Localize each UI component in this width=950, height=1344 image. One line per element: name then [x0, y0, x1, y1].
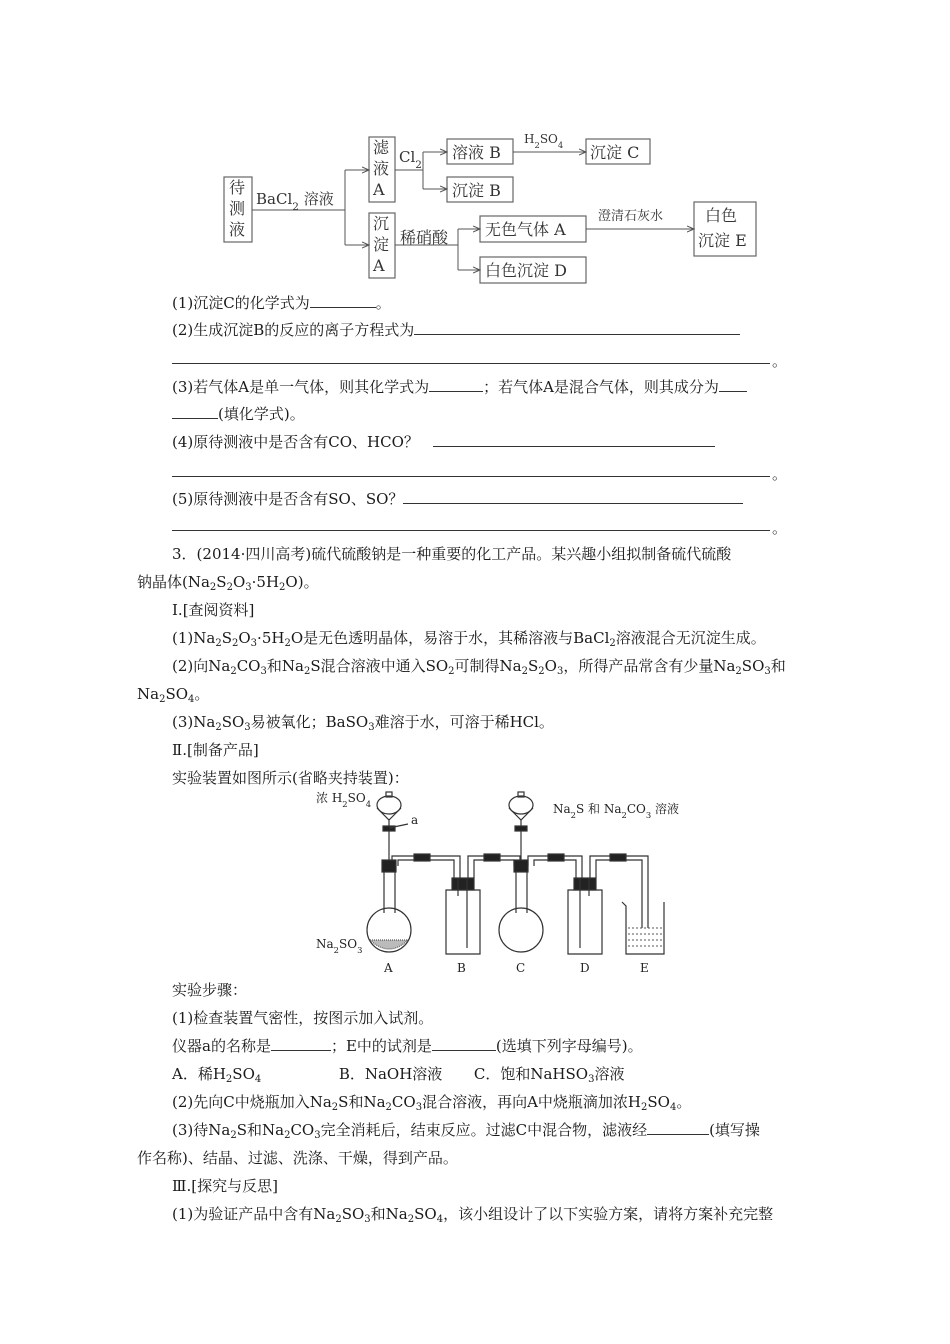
section-2-title: Ⅱ.[制备产品]: [172, 741, 259, 759]
label-reagent1: BaCl$_2$ 溶液: [256, 190, 334, 213]
q2: (2)生成沉淀B的反应的离子方程式为: [172, 320, 740, 340]
reference-2: (2)向$Na_2CO_3$和$Na_2S$混合溶液中通入$SO_2$可制得$Na_2S_2O_3$，所得产品常含有少量$Na_2SO_3$和: [172, 657, 786, 677]
flowchart: [0, 0, 950, 290]
setup-caption: 实验装置如图所示(省略夹持装置)：: [172, 769, 409, 787]
bottle-b: [446, 890, 480, 954]
reference-3: $(3)Na_2SO_3$易被氧化；BaSO$_3$难溶于水，可溶于稀HCl。: [172, 713, 554, 733]
label-limewater: 澄清石灰水: [598, 209, 664, 224]
label-precipitate-e-1: 白色: [705, 206, 738, 225]
step-3-cont: 作名称)、结晶、过滤、洗涤、干燥，得到产品。: [137, 1149, 458, 1167]
step-2: (2)先向C中烧瓶加入$Na_2S$和$Na_2CO_3$混合溶液，再向A中烧瓶滴加浓$H_2SO_4$。: [172, 1093, 692, 1113]
q5: (5)原待测液中是否含有SO、SO？: [172, 489, 743, 509]
label-precipitate-b: 沉淀 B: [452, 181, 501, 200]
label-flask-c: C: [516, 961, 526, 975]
reference-1: $(1)Na_2S_2O_3\cdot 5H_2O$是无色透明晶体，易溶于水，其稀溶液与BaCl$_2$溶液混合无沉淀生成。: [172, 629, 766, 649]
period: 。: [772, 519, 788, 537]
label-precipitate-c: 沉淀 C: [590, 143, 640, 162]
label-flask-d: D: [580, 961, 590, 975]
problem3-intro-cont: 钠晶体$(Na_2S_2O_3\cdot 5H_2O)$。: [137, 573, 319, 593]
answer-blank[interactable]: [172, 404, 218, 419]
problem3-intro: 3．(2014·四川高考)硫代硫酸钠是一种重要的化工产品。某兴趣小组拟制备硫代硫酸: [172, 545, 732, 563]
answer-blank[interactable]: [429, 377, 483, 392]
steps-title: 实验步骤：: [172, 981, 248, 999]
answer-blank[interactable]: [271, 1036, 331, 1051]
flask-c: [499, 908, 543, 952]
label-conc-h2so4: 浓 $H_2SO_4$: [316, 791, 372, 809]
period: 。: [772, 465, 788, 483]
label-cl2: $Cl_2$: [399, 148, 422, 171]
label-solution-b: 溶液 B: [452, 143, 501, 162]
q3: (3)若气体A是单一气体，则其化学式为 ；若气体A是混合气体，则其成分为: [172, 377, 747, 397]
label-start: 待测液: [229, 178, 246, 239]
label-a: a: [411, 813, 419, 827]
answer-line[interactable]: [172, 476, 770, 477]
label-dilute-hno3: 稀硝酸: [400, 228, 449, 247]
q1: (1)沉淀C的化学式为 。: [172, 294, 391, 312]
label-filtrate-a: 滤液 A: [373, 138, 390, 199]
apparatus-diagram: [0, 788, 950, 978]
answer-blank[interactable]: [647, 1120, 709, 1135]
label-na2so3: $Na_2SO_3$: [316, 937, 363, 955]
explore-1: (1)为验证产品中含有$Na_2SO_3$和$Na_2SO_4$，该小组设计了以下实验方案，请将方案补充完整: [172, 1205, 774, 1225]
answer-blank[interactable]: [414, 320, 740, 335]
step-3: (3)待$Na_2S$和$Na_2CO_3$完全消耗后，结束反应。过滤C中混合物，滤液经 (填写操: [172, 1121, 760, 1141]
q3-cont: (填化学式)。: [172, 404, 305, 424]
option-c[interactable]: C．饱和NaHSO$_3$溶液: [473, 1065, 625, 1085]
label-h2so4: $H_2SO_4$: [524, 132, 564, 150]
answer-blank[interactable]: [310, 293, 376, 308]
q4: (4)原待测液中是否含有CO、HCO？: [172, 432, 715, 452]
label-flask-b: B: [457, 961, 466, 975]
label-precipitate-a: 沉淀 A: [373, 214, 390, 275]
label-precipitate-e-2: 沉淀 E: [698, 231, 747, 250]
answer-blank[interactable]: [719, 377, 747, 392]
option-b[interactable]: B．NaOH溶液: [338, 1065, 443, 1083]
step-1: (1)检查装置气密性，按图示加入试剂。: [172, 1009, 434, 1027]
label-precipitate-d: 白色沉淀 D: [485, 261, 567, 280]
label-flask-a: A: [384, 961, 393, 975]
answer-blank[interactable]: [433, 432, 715, 447]
section-3-title: Ⅲ.[探究与反思]: [172, 1177, 278, 1195]
answer-line[interactable]: [172, 363, 770, 364]
section-1-title: Ⅰ.[查阅资料]: [172, 601, 255, 619]
label-gas-a: 无色气体 A: [485, 220, 566, 239]
reference-2-cont: $Na_2SO_4$。: [137, 685, 210, 705]
answer-blank[interactable]: [432, 1036, 496, 1051]
answer-blank[interactable]: [403, 489, 743, 504]
options: [172, 1064, 624, 1090]
bottle-d: [568, 890, 602, 954]
answer-line[interactable]: [172, 530, 770, 531]
label-beaker-e: E: [640, 961, 649, 975]
period: 。: [772, 352, 788, 370]
option-a[interactable]: A．稀$H_2SO_4$: [172, 1065, 262, 1085]
label-c-reagent: $Na_2S$ 和 $Na_2CO_3$ 溶液: [553, 802, 680, 820]
step-1-question: 仪器a的名称是 ；E中的试剂是 (选填下列字母编号)。: [172, 1037, 643, 1055]
